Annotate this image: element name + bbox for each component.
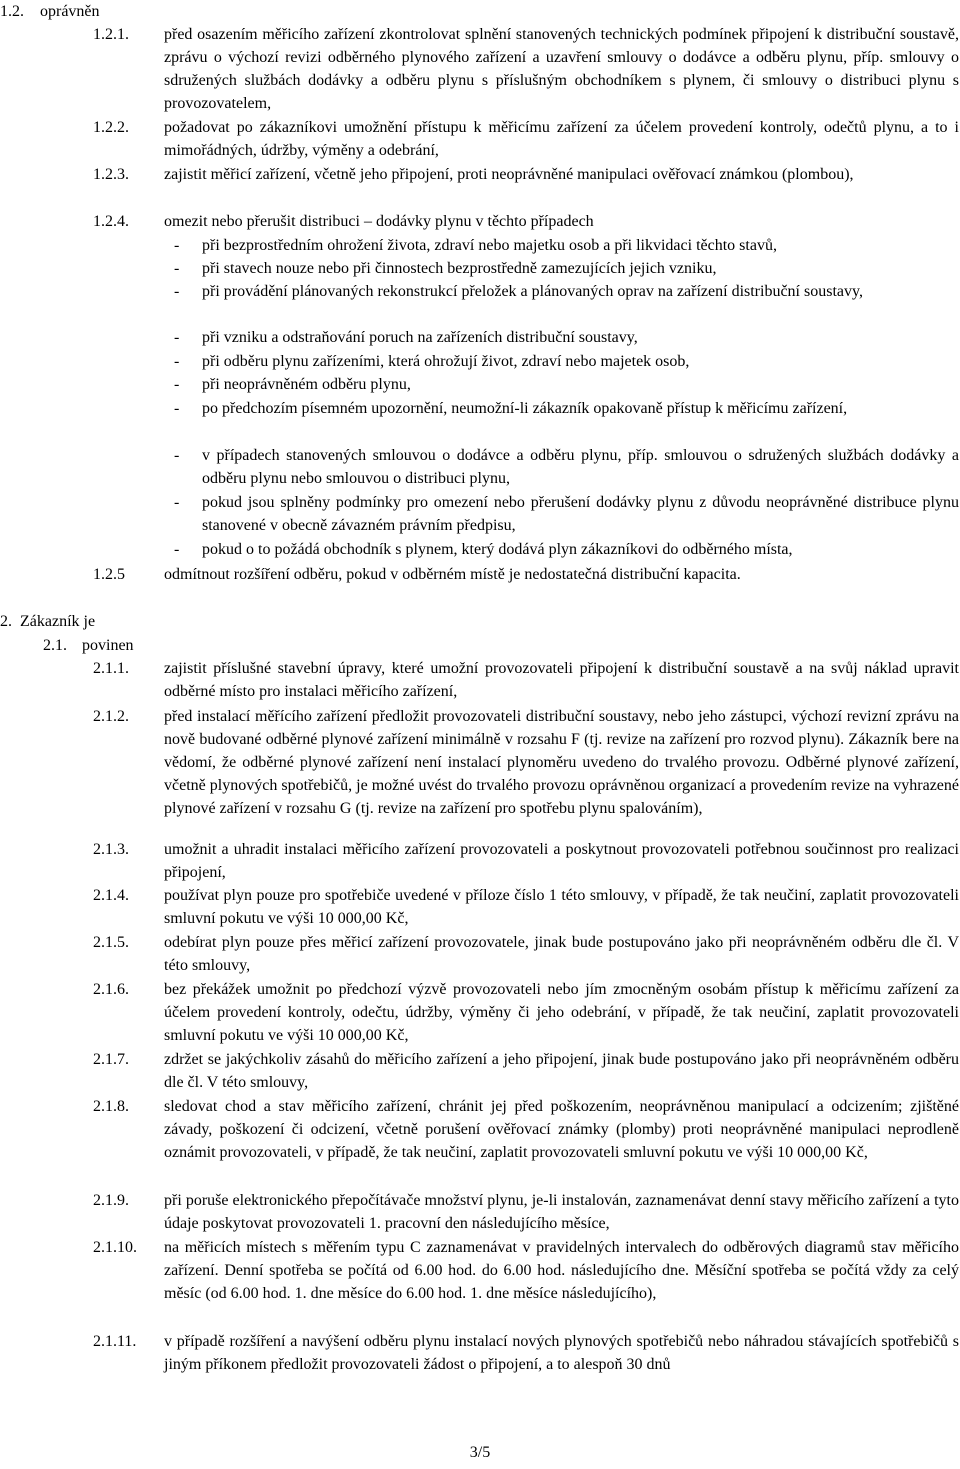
clause-number: 2.1.7. (93, 1051, 129, 1068)
page-number: 3/5 (469, 1444, 491, 1461)
bullet-dash: - (174, 376, 180, 393)
clause-text: sledovat chod a stav měřicího zařízení, chránit jej před poškozením, neoprávněnou manipulací a odcizením; zjištěné závady, poškození či odcizení, včetně porušení ověřovací známky (plomby) proti neoprávněné manipulaci neprodleně oznámit provozovateli, v případě, že tak neučiní, zaplatit provozovateli smluvní pokutu ve výši 10 000,00 Kč, (164, 1098, 959, 1161)
bullet-text: při stavech nouze nebo při činnostech bezprostředně zamezujících jejich vzniku, (202, 260, 717, 277)
clause-text: v případě rozšíření a navýšení odběru plynu instalací nových plynových spotřebičů nebo náhradou stávajících spotřebičů s jiným příkonem předložit provozovateli žádost o připojení, a to alespoň 30 dnů (164, 1333, 959, 1373)
bullet-text: při bezprostředním ohrožení života, zdraví nebo majetku osob a při likvidaci těchto stavů, (202, 237, 777, 254)
clause-text: před instalací měřícího zařízení předložit provozovateli distribuční soustavy, nebo jeho zástupci, výchozí revizní zprávu na nově budované odběrné plynové zařízení minimálně v rozsahu F (tj. revize na zařízení pro rozvod plynu). Zákazník bere na vědomí, že odběrné plynové zařízení není instalací plynoměru uvedeno do trvalého provozu. Odběrné plynové zařízení, včetně plynových spotřebičů, je možné uvést do trvalého provozu oprávněnou organizací a provedením revize na vyhrazené plynové zařízení v rozsahu G (tj. revize na zařízení pro spotřebu plynu spalováním), (164, 708, 959, 817)
bullet-text: při odběru plynu zařízeními, která ohrožují život, zdraví nebo majetek osob, (202, 353, 690, 370)
clause-text: odebírat plyn pouze přes měřicí zařízení provozovatele, jinak bude postupováno jako při neoprávněném odběru dle čl. V této smlouvy, (164, 934, 959, 974)
clause-number: 1.2.4. (93, 213, 129, 230)
clause-text: umožnit a uhradit instalaci měřicího zařízení provozovateli a poskytnout provozovateli potřebnou součinnost pro realizaci připojení, (164, 841, 959, 881)
clause-text: požadovat po zákazníkovi umožnění přístupu k měřicímu zařízení za účelem provedení kontroly, odečtů plynu, a to i mimořádných, údržby, výměny a odebrání, (164, 119, 959, 159)
clause-number: 2.1.5. (93, 934, 129, 951)
section-title: Zákazník je (20, 613, 96, 630)
bullet-text: v případech stanovených smlouvou o dodávce a odběru plynu, příp. smlouvou o sdružených službách dodávky a odběru plynu nebo smlouvou o distribuci plynu, (202, 447, 959, 487)
clause-number: 1.2.1. (93, 26, 129, 43)
clause-text: odmítnout rozšíření odběru, pokud v odběrném místě je nedostatečná distribuční kapacita. (164, 566, 741, 583)
bullet-text: po předchozím písemném upozornění, neumožní-li zákazník opakovaně přístup k měřicímu zařízení, (202, 400, 848, 417)
clause-number: 2.1.4. (93, 887, 129, 904)
bullet-dash: - (174, 237, 180, 254)
clause-number: 2.1.6. (93, 981, 129, 998)
bullet-dash: - (174, 447, 180, 464)
bullet-dash: - (174, 400, 180, 417)
clause-text: na měřicích místech s měřením typu C zaznamenávat v pravidelných intervalech do odběrových diagramů stav měřicího zařízení. Denní spotřeba se počítá od 6.00 hod. do 6.00 hod. následujícího dne. Měsíční spotřeba se počítá vždy za celý měsíc (od 6.00 hod. 1. dne měsíce do 6.00 hod. 1. dne měsíce následujícího), (164, 1239, 959, 1302)
clause-number: 2.1.8. (93, 1098, 129, 1115)
clause-text: před osazením měřicího zařízení zkontrolovat splnění stanovených technických podmínek připojení k distribuční soustavě, zprávu o výchozí revizi odběrného plynového zařízení a uzavření smlouvy o dodávce a odběru plynu, příp. smlouvy o sdružených službách dodávky a odběru plynu s příslušným obchodníkem s plynem, či smlouvy o distribuci plynu s provozovatelem, (164, 26, 959, 112)
clause-number: 2.1.10. (93, 1239, 137, 1256)
clause-text: bez překážek umožnit po předchozí výzvě provozovateli nebo jím zmocněným osobám přístup k měřicímu zařízení za účelem provedení kontroly, odečtu, údržby, výměny či jeho odebrání, v případě, že tak neučiní, zaplatit provozovateli smluvní pokutu ve výši 10 000,00 Kč, (164, 981, 959, 1044)
bullet-dash: - (174, 541, 180, 558)
section-title: oprávněn (40, 3, 100, 20)
bullet-dash: - (174, 260, 180, 277)
bullet-dash: - (174, 494, 180, 511)
clause-text: zajistit příslušné stavební úpravy, které umožní provozovateli připojení k distribuční soustavě a na svůj náklad upravit odběrné místo pro instalaci měřicího zařízení, (164, 660, 959, 700)
bullet-text: při neoprávněném odběru plynu, (202, 376, 411, 393)
bullet-dash: - (174, 353, 180, 370)
clause-number: 2.1.11. (93, 1333, 137, 1350)
clause-number: 2.1.9. (93, 1192, 129, 1209)
bullet-text: pokud o to požádá obchodník s plynem, který dodává plyn zákazníkovi do odběrného místa, (202, 541, 793, 558)
bullet-text: pokud jsou splněny podmínky pro omezení nebo přerušení dodávky plynu z důvodu neoprávněné distribuce plynu stanovené v obecně závazném právním předpisu, (202, 494, 959, 534)
clause-number: 2.1.1. (93, 660, 129, 677)
bullet-text: při provádění plánovaných rekonstrukcí přeložek a plánovaných oprav na zařízení distribuční soustavy, (202, 283, 863, 300)
bullet-dash: - (174, 329, 180, 346)
clause-text: používat plyn pouze pro spotřebiče uvedené v příloze číslo 1 této smlouvy, v případě, že tak neučiní, zaplatit provozovateli smluvní pokutu ve výši 10 000,00 Kč, (164, 887, 959, 927)
clause-text: při poruše elektronického přepočítávače množství plynu, je-li instalován, zaznamenávat denní stavy měřicího zařízení a tyto údaje poskytovat provozovateli 1. pracovní den následujícího měsíce, (164, 1192, 959, 1232)
clause-number: 1.2.3. (93, 166, 129, 183)
clause-text: zdržet se jakýchkoliv zásahů do měřicího zařízení a jeho připojení, jinak bude postupováno jako při neoprávněném odběru dle čl. V této smlouvy, (164, 1051, 959, 1091)
clause-number: 1.2.2. (93, 119, 129, 136)
section-number: 2.1. (43, 637, 67, 654)
bullet-text: při vzniku a odstraňování poruch na zařízeních distribuční soustavy, (202, 329, 638, 346)
section-number: 1.2. (0, 3, 24, 20)
clause-text: omezit nebo přerušit distribuci – dodávky plynu v těchto případech (164, 213, 594, 230)
section-title: povinen (82, 637, 134, 654)
clause-number: 1.2.5 (93, 566, 125, 583)
clause-text: zajistit měřicí zařízení, včetně jeho připojení, proti neoprávněné manipulaci ověřovací známkou (plombou), (164, 166, 854, 183)
section-number: 2. (0, 613, 12, 630)
bullet-dash: - (174, 283, 180, 300)
clause-number: 2.1.3. (93, 841, 129, 858)
clause-number: 2.1.2. (93, 708, 129, 725)
